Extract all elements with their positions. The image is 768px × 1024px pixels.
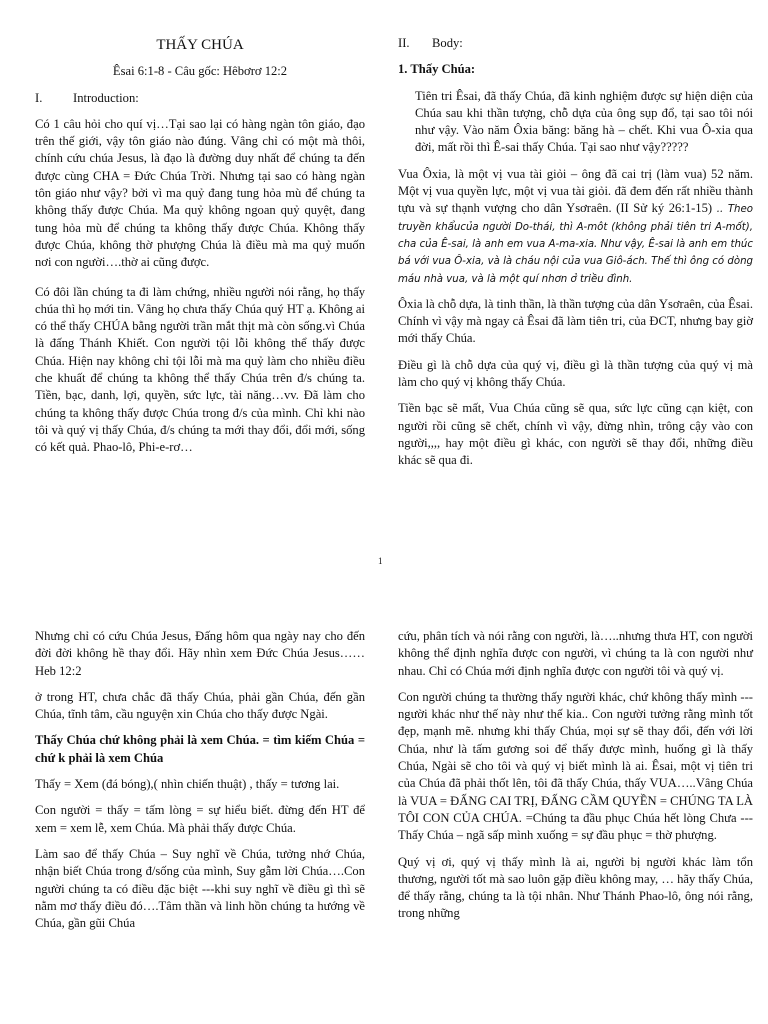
paragraph: Có 1 câu hỏi cho quí vị…Tại sao lại có hàng ngàn tôn giáo, đạo trên thế giới, vậy tôn giáo nào đúng. Vâng chỉ có một mà thôi, chính cứu chúa Jesus, là đạo là đường duy nhất để chúng ta đến được cùng CHA = Đức Chúa Trời. Nhưng tại sao có hàng ngàn tôn giáo như vậy? bởi vì ma quỷ đang tung hỏa mù để chúng ta không thấy được Chúa. Ma quỷ không ngoan quỷ quyệt, đang tung hỏa mù để chúng ta không thấy được Chúa. Không thấy được Chúa, không thờ phượng Chúa là điều mà ma quỷ muốn nơi con người….thờ ai cũng được. [35, 116, 365, 270]
section-heading: 1. Thấy Chúa: [398, 62, 476, 77]
paragraph-main-text: Vua Ôxia, là một vị vua tài giỏi – ông đã cai trị (làm vua) 52 năm. Một vị vua quyền lực, một vị vua tài giỏi. đã đem đến rất nhiều thành tựu và sự thạnh vượng cho dân Ysơraên. (II Sử ký 26:1-15) [398, 166, 753, 216]
page2-left-column [35, 628, 365, 941]
paragraph: Tiên tri Êsai, đã thấy Chúa, đã kinh nghiệm được sự hiện diện của Chúa sau khi thần tượng, chỗ dựa của ông sụp đổ, tại sao tôi nói như vậy. Vào năm Ôxia băng: băng hà – chết. Khi vua Ô-xia qua đời, mất rồi thì Ê-sai thấy Chúa. Tại sao như vậy????? [415, 88, 753, 155]
paragraph: Con người chúng ta thường thấy người khác, chứ không thấy mình --- người khác như thế này như thế kia.. Con người tưởng rằng mình tốt đẹp, mạnh mẽ. nhưng khi thấy Chúa, mọi sự sẽ thay đổi, đến với lời Chúa, như là tấm gương soi để thấy được mình, huống gì là thấy Chúa, Ngài sẽ cho tôi và quý vị biết mình là ai. Êsai, một vị tiên tri của Chúa đã phải thốt lên, tôi đã thấy Chúa, thấy VUA…..Vâng Chúa là VUA = ĐẤNG CAI TRỊ, ĐẤNG CẦM QUYỀN = CHÚNG TA LÀ TÔI CON CỦA CHÚA. =Chúng ta đầu phục Chúa hết lòng Chưa --- Thấy Chúa – ngã sấp mình xuống = sự đầu phục = thờ phượng. [398, 689, 753, 843]
bold-statement: Thấy Chúa chứ không phải là xem Chúa. = tìm kiếm Chúa = chứ k phải là xem Chúa [35, 733, 365, 765]
paragraph: Ôxia là chỗ dựa, là tinh thần, là thần tượng của dân Ysơraên, của Êsai. Chính vì vậy mà ngay cả Êsai đã làm tiên tri, của ĐCT, nhưng bay giờ mới thấy Chúa. [398, 296, 753, 346]
paragraph: cứu, phân tích và nói rằng con người, là…..nhưng thưa HT, con người không thể định nghĩa được con người, vì chúng ta là con người như nhau. Chỉ có Chúa mới định nghĩa được con người tôi và quý vị. [398, 629, 753, 678]
footnote-text: .. Theo truyền khẩucủa người Do-thái, thì A-môt (không phải tiên tri A-mốt), cha của Ê-sai, là anh em vua A-ma-xia. Như vậy, Ê-sai là anh em thúc bá với vua Ô-xia, và là cháu nội của vua Giô-ách. Thế thì ông có dòng máu nhà vua, và là một quí nhơn ở triều đình. [398, 204, 753, 285]
paragraph: Có đôi lần chúng ta đi làm chứng, nhiều người nói rằng, họ thấy chúa thì họ mới tin. Vâng họ chưa thấy Chúa quý HT ạ. Không ai có thể thấy CHÚA bằng người trần mắt thịt mà còn sống.vì Chúa là đấng Thánh Khiết. Con người tội lỗi không thể thấy được Chúa. Hiện nay không chỉ tội lỗi mà ma quỷ làm cho nhiều điều che khuất để chúng ta không thể thấy Chúa trên đ/s chúng ta. Tiền, bạc, danh, lợi, quyền, sức lực, tài năng…vv. Đã làm cho chúng ta không thấy được Chúa trong đ/s của mình. Chỉ khi nào tôi và quý vị thấy Chúa, đ/s chúng ta mới thay đổi, đổi mới, sống có kết quả. Phao-lô, Phi-e-rơ… [35, 284, 365, 455]
intro-heading-number: I. [35, 90, 43, 105]
page-separator [0, 580, 768, 600]
intro-heading-label: Introduction: [73, 90, 139, 105]
document-page-2 [0, 600, 768, 1024]
paragraph: ở trong HT, chưa chắc đã thấy Chúa, phải gần Chúa, đến gần Chúa, tĩnh tâm, cầu nguyện xin Chúa cho thấy được Ngài. [35, 689, 365, 722]
paragraph: Thấy = Xem (đá bóng),( nhìn chiến thuật) , thấy = tương lai. [35, 777, 340, 792]
document-subtitle: Êsai 6:1-8 - Câu gốc: Hêbơrơ 12:2 [112, 64, 288, 79]
intro-heading [35, 90, 365, 107]
paragraph: Làm sao để thấy Chúa – Suy nghĩ về Chúa, tưởng nhớ Chúa, nhận biết Chúa trong đ/sống của mình, Suy gẫm lời Chúa….Con người chúng ta có điều đặc biệt ---khi suy nghĩ về điều gì thì sẽ nằm mơ thấy điều đó….Tâm thần và linh hồn chúng ta hướng về Chúa, gần gũi Chúa [35, 846, 365, 931]
body-heading-label: Body: [432, 36, 463, 50]
paragraph: Con người = thấy = tấm lòng = sự hiểu biết. đừng đến HT để xem = xem lễ, xem Chúa. Mà phải thấy được Chúa. [35, 803, 365, 835]
paragraph: Điều gì là chỗ dựa của quý vị, điều gì là thần tượng của quý vị mà làm cho quý vị không thấy Chúa. [398, 357, 753, 390]
page1-right-column [398, 35, 753, 479]
paragraph: Tiền bạc sẽ mất, Vua Chúa cũng sẽ qua, sức lực cũng cạn kiệt, con người rồi cũng sẽ chết, chính vì vậy, đừng nhìn, trông cậy vào con người,,,, hay một điều gì khác, con người sẽ thay đổi, những điều khác sẽ qua đi. [398, 401, 753, 468]
body-heading-number: II. [398, 36, 410, 50]
document-title: THẤY CHÚA [156, 37, 244, 53]
paragraph [398, 166, 753, 287]
page-number: 1 [378, 556, 383, 566]
body-heading [398, 35, 753, 52]
page1-left-column [35, 37, 365, 466]
paragraph: Quý vị ơi, quý vị thấy mình là ai, người bị người khác làm tổn thương, người tốt mà sao luôn gặp điều không may, … hãy thấy Chúa, để thấy rằng, chúng ta là tội nhân. Như Thánh Phao-lô, ông nói rằng, trong những [398, 854, 753, 921]
paragraph: Nhưng chỉ có cứu Chúa Jesus, Đấng hôm qua ngày nay cho đến đời đời không hề thay đổi. Hãy nhìn xem Đức Chúa Jesus……Heb 12:2 [35, 629, 365, 678]
page2-right-column [398, 628, 753, 932]
